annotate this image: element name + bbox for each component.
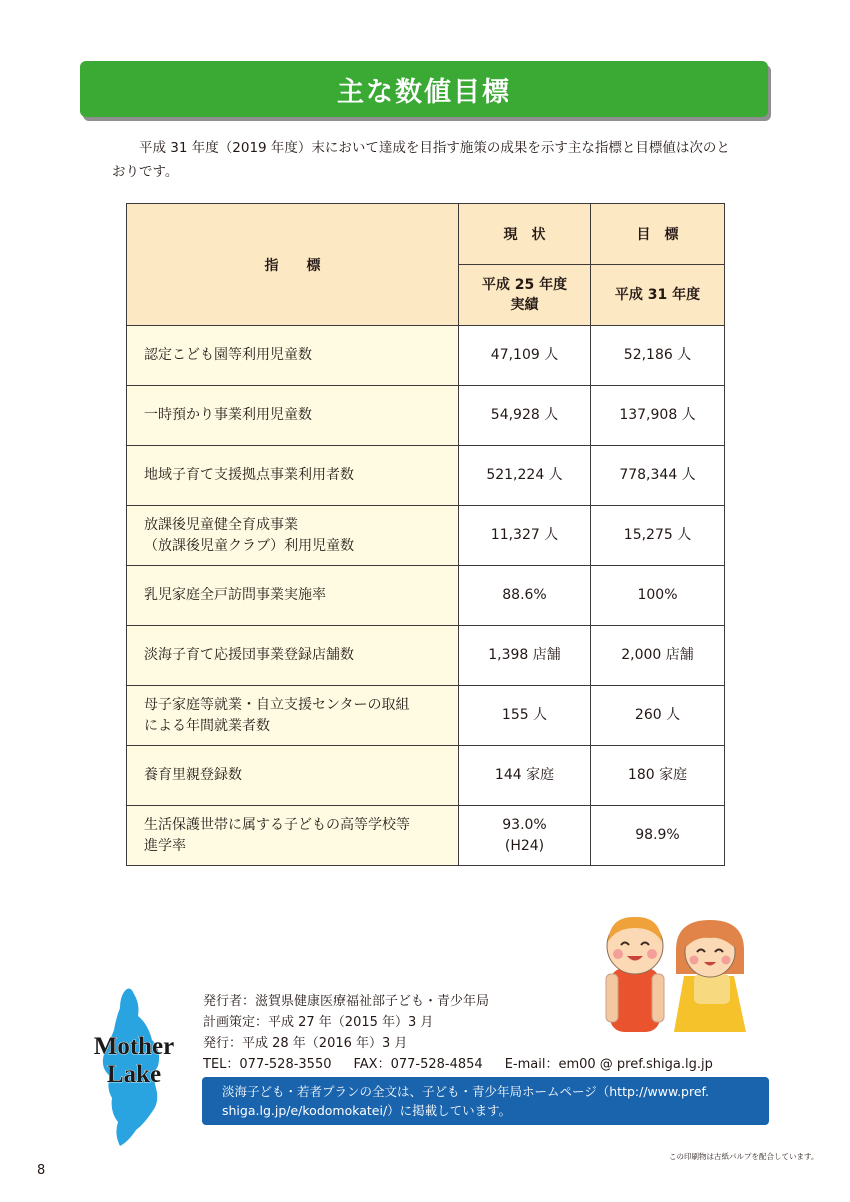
header-indicator: 指 標	[127, 204, 459, 326]
intro-paragraph	[112, 136, 742, 184]
indicator-text: （放課後児童クラブ）利用児童数	[144, 537, 355, 554]
table-row	[127, 746, 725, 806]
indicator-text: 認定こども園等利用児童数	[144, 347, 312, 363]
email-address[interactable]: E-mail：em00 @ pref.shiga.lg.jp	[504, 1057, 713, 1072]
table-row	[127, 566, 725, 626]
header-current-year-line1: 平成 25 年度	[481, 277, 568, 293]
publisher-info	[203, 991, 763, 1075]
target-value-cell: 2,000 店舗	[591, 626, 725, 686]
issuer-line: 発行者：滋賀県健康医療福祉部子ども・青少年局	[203, 994, 490, 1009]
target-value-cell: 137,908 人	[591, 386, 725, 446]
target-value-cell: 15,275 人	[591, 506, 725, 566]
current-value: 47,109 人	[490, 347, 559, 363]
current-value: 144 家庭	[494, 767, 555, 783]
target-value-cell: 260 人	[591, 686, 725, 746]
table-row	[127, 446, 725, 506]
table-row	[127, 326, 725, 386]
target-value-cell: 778,344 人	[591, 446, 725, 506]
indicator-text: 淡海子育て応援団事業登録店舗数	[144, 647, 354, 663]
tel-number: TEL：077-528-3550	[203, 1057, 332, 1072]
intro-text: 平成 31 年度（2019 年度）末において達成を目指す施策の成果を示す主な指標と目標値は次のとおりです。	[112, 140, 730, 180]
current-value-cell	[459, 806, 591, 866]
mother-lake-logo	[80, 984, 188, 1146]
header-current: 現 状	[459, 204, 591, 265]
table-row	[127, 506, 725, 566]
recycle-note: この印刷物は古紙パルプを配合しています。	[669, 1152, 819, 1161]
target-value-cell: 100%	[591, 566, 725, 626]
logo-line1: Mother	[93, 1033, 175, 1060]
page-number: 8	[37, 1163, 46, 1178]
indicator-text: 一時預かり事業利用児童数	[144, 407, 312, 423]
current-value-cell	[459, 686, 591, 746]
indicator-cell	[127, 506, 459, 566]
current-value-cell	[459, 326, 591, 386]
notice-line1[interactable]: 淡海子ども・若者プランの全文は、子ども・青少年局ホームページ（http://www.pref.	[222, 1084, 709, 1099]
current-value-cell	[459, 386, 591, 446]
indicator-cell	[127, 326, 459, 386]
current-value-cell	[459, 446, 591, 506]
indicator-cell	[127, 746, 459, 806]
current-value-cell	[459, 566, 591, 626]
indicator-text: 放課後児童健全育成事業	[144, 516, 298, 533]
table-row	[127, 386, 725, 446]
current-value: (H24)	[504, 837, 545, 854]
contact-line	[203, 1054, 763, 1075]
header-target-year: 平成 31 年度	[591, 265, 725, 326]
current-value: 521,224 人	[486, 467, 563, 483]
current-value-cell	[459, 626, 591, 686]
header-current-year	[459, 265, 591, 326]
current-value: 54,928 人	[490, 407, 559, 423]
table-row	[127, 626, 725, 686]
indicator-cell	[127, 806, 459, 866]
indicator-cell	[127, 386, 459, 446]
target-value-cell: 52,186 人	[591, 326, 725, 386]
current-value: 93.0%	[502, 816, 547, 833]
current-value: 11,327 人	[490, 527, 559, 543]
current-value-cell	[459, 506, 591, 566]
target-value-cell: 98.9%	[591, 806, 725, 866]
page-title: 主な数値目標	[337, 76, 511, 108]
indicator-text: 母子家庭等就業・自立支援センターの取組	[144, 696, 410, 713]
title-banner	[80, 61, 768, 117]
indicator-text: 生活保護世帯に属する子どもの高等学校等	[144, 816, 410, 833]
fax-number: FAX：077-528-4854	[353, 1057, 483, 1072]
indicator-cell	[127, 626, 459, 686]
indicator-text: 地域子育て支援拠点事業利用者数	[144, 467, 354, 483]
indicator-cell	[127, 566, 459, 626]
current-value: 155 人	[501, 707, 548, 723]
indicator-cell	[127, 446, 459, 506]
indicator-text: 進学率	[144, 837, 186, 854]
current-value: 88.6%	[502, 587, 547, 603]
table-row	[127, 806, 725, 866]
current-value-cell	[459, 746, 591, 806]
indicator-cell	[127, 686, 459, 746]
website-notice	[202, 1077, 769, 1125]
header-target: 目 標	[591, 204, 725, 265]
table-row	[127, 686, 725, 746]
logo-line2: Lake	[106, 1061, 162, 1088]
indicator-text: 乳児家庭全戸訪問事業実施率	[144, 587, 326, 603]
plan-date-line: 計画策定：平成 27 年（2015 年）3 月	[203, 1015, 434, 1030]
targets-table	[126, 203, 725, 866]
indicator-text: 養育里親登録数	[144, 767, 242, 783]
indicator-text: による年間就業者数	[144, 717, 270, 734]
publish-date-line: 発行：平成 28 年（2016 年）3 月	[203, 1036, 408, 1051]
target-value-cell: 180 家庭	[591, 746, 725, 806]
current-value: 1,398 店舗	[488, 647, 561, 663]
notice-line2[interactable]: shiga.lg.jp/e/kodomokatei/）に掲載しています。	[222, 1103, 512, 1118]
header-current-year-line2: 実績	[510, 297, 539, 313]
